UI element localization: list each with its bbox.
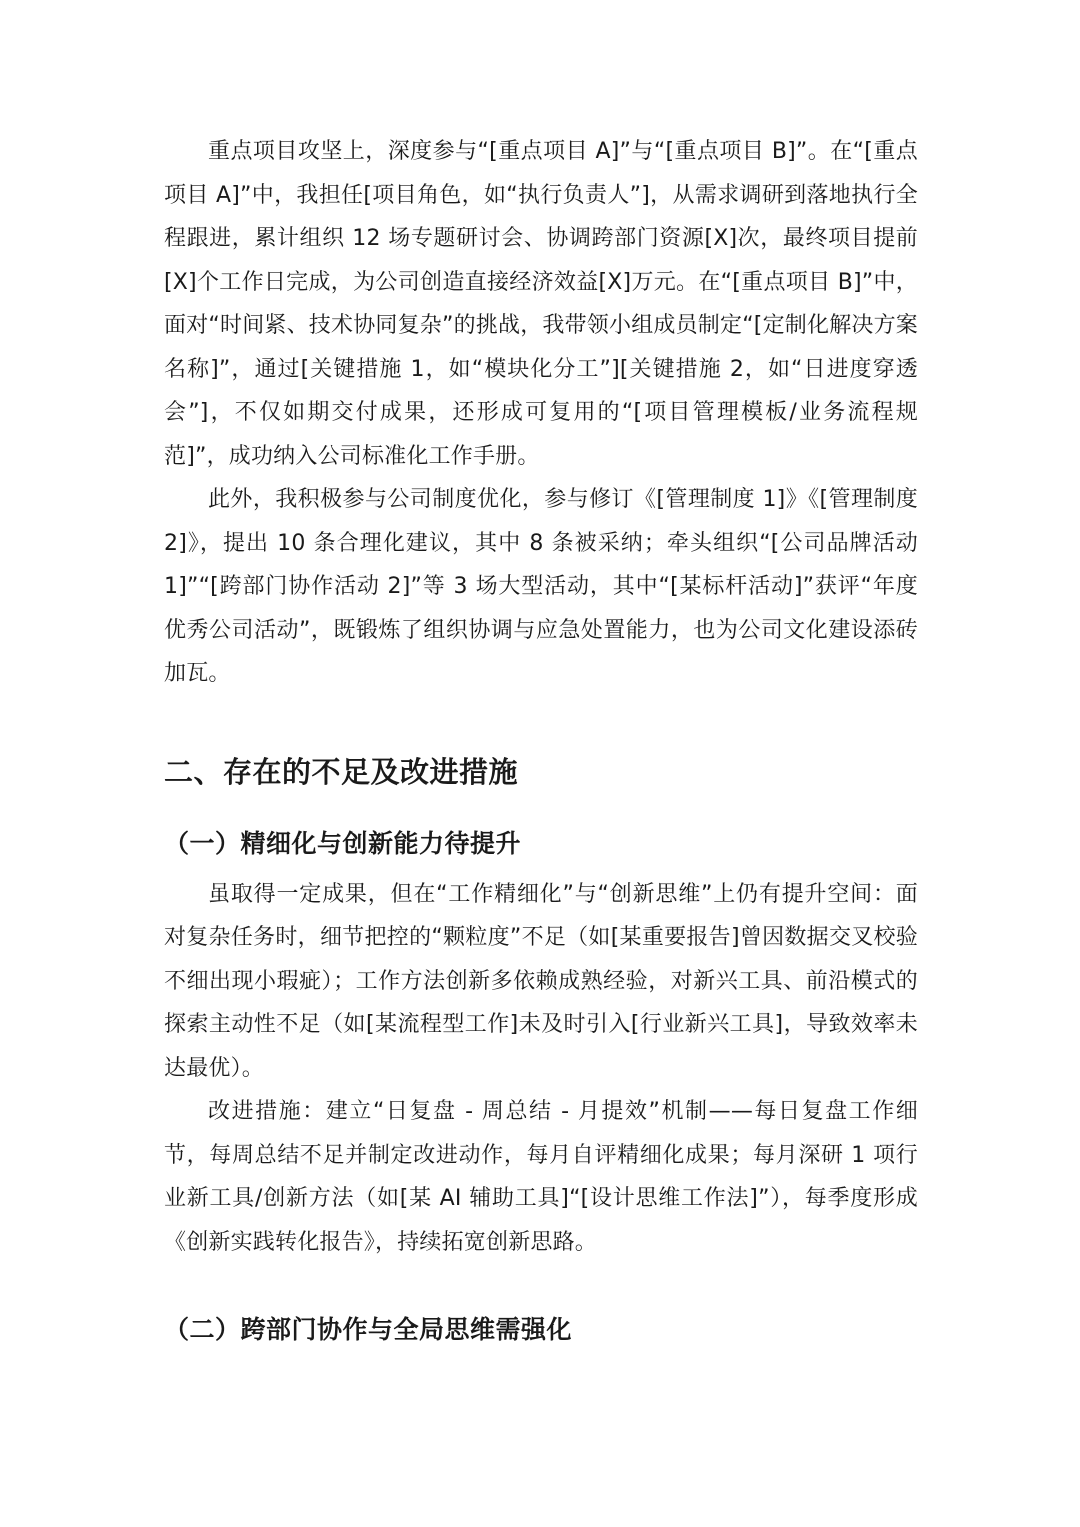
subsection-heading-refinement: （一）精细化与创新能力待提升 [164, 828, 522, 858]
document-page [164, 130, 918, 1348]
paragraph-improvement-measures: 改进措施：建立“日复盘 - 周总结 - 月提效”机制——每日复盘工作细节，每周总结不足并制定改进动作，每月自评精细化成果；每月深研 1 项行业新工具/创新方法（如[某 AI 辅助工具]“[设计思维工作法]”），每季度形成《创新实践转化报告》，持续拓宽创新思路。 [164, 1099, 918, 1255]
paragraph-shortcomings: 虽取得一定成果，但在“工作精细化”与“创新思维”上仍有提升空间：面对复杂任务时，细节把控的“颗粒度”不足（如[某重要报告]曾因数据交叉校验不细出现小瑕疵）；工作方法创新多依赖成熟经验，对新兴工具、前沿模式的探索主动性不足（如[某流程型工作]未及时引入[行业新兴工具]，导致效率未达最优）。 [164, 881, 918, 1081]
subsection-heading-collaboration: （二）跨部门协作与全局思维需强化 [164, 1315, 573, 1344]
paragraph-key-projects: 重点项目攻坚上，深度参与“[重点项目 A]”与“[重点项目 B]”。在“[重点项目 A]”中，我担任[项目角色，如“执行负责人”]，从需求调研到落地执行全程跟进，累计组织 12 场专题研讨会、协调跨部门资源[X]次，最终项目提前[X]个工作日完成，为公司创造直接经济效益[X]万元。在“[重点项目 B]”中，面对“时间紧、技术协同复杂”的挑战，我带领小组成员制定“[定制化解决方案名称]”，通过[关键措施 1，如“模块化分工”][关键措施 2，如“日进度穿透会”]，不仅如期交付成果，还形成可复用的“[项目管理模板/业务流程规范]”，成功纳入公司标准化工作手册。 [164, 139, 918, 469]
paragraph-policy-optimization: 此外，我积极参与公司制度优化，参与修订《[管理制度 1]》《[管理制度 2]》，提出 10 条合理化建议，其中 8 条被采纳；牵头组织“[公司品牌活动 1]”“[跨部门协作活动 2]”等 3 场大型活动，其中“[某标杆活动]”获评“年度优秀公司活动”，既锻炼了组织协调与应急处置能力，也为公司文化建设添砖加瓦。 [164, 487, 918, 686]
section-heading-shortcomings: 二、存在的不足及改进措施 [164, 754, 519, 789]
